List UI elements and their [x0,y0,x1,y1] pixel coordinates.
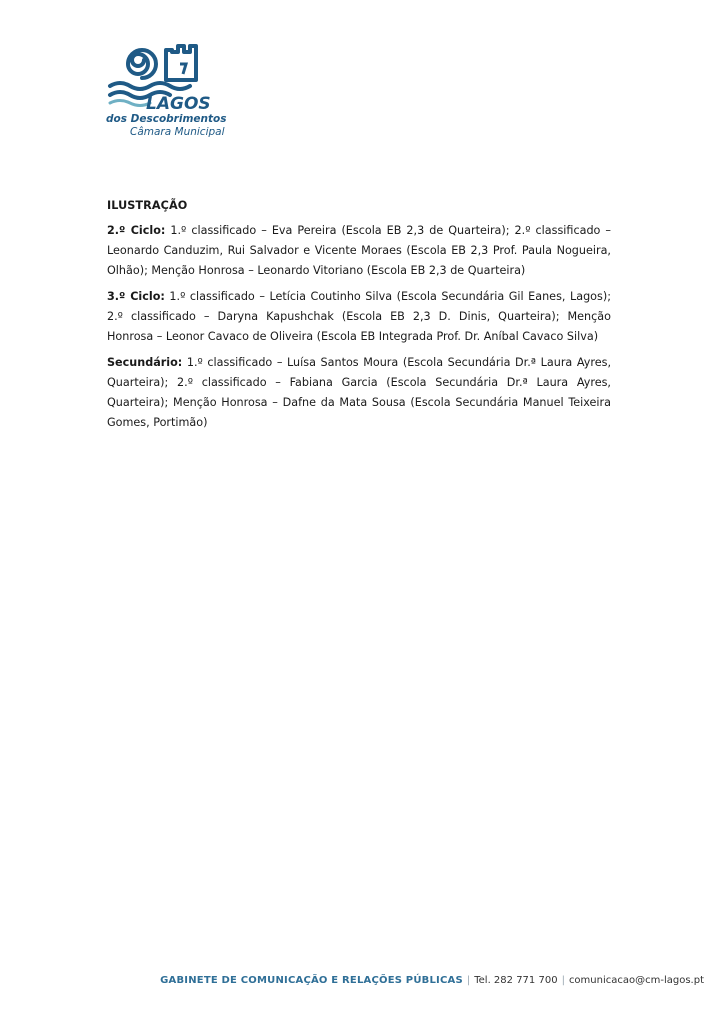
award-entry-3rd-cycle [107,287,611,347]
document-body [107,196,611,439]
award-entry-secondary [107,353,611,433]
footer-email: comunicacao@cm-lagos.pt [568,975,704,986]
entry-label: 3.º Ciclo: [107,290,165,303]
logo-municipality: Câmara Municipal [130,126,225,138]
award-entry-2nd-cycle [107,221,611,281]
footer-separator: | [466,975,471,986]
footer-department: GABINETE DE COMUNICAÇÃO E RELAÇÕES PÚBLICAS [160,975,463,986]
entry-text: 1.º classificado – Letícia Coutinho Silva (Escola Secundária Gil Eanes, Lagos); 2.º classificado – Daryna Kapushchak (Escola EB 2,3 D. Dinis, Quarteira); Menção Honrosa – Leonor Cavaco de Oliveira (Escola EB Integrada Prof. Dr. Aníbal Cavaco Silva) [107,290,611,343]
logo-name: LAGOS [146,94,211,114]
entry-text: 1.º classificado – Luísa Santos Moura (Escola Secundária Dr.ª Laura Ayres, Quarteira); 2.º classificado – Fabiana Garcia (Escola Secundária Dr.ª Laura Ayres, Quarteira); Menção Honrosa – Dafne da Mata Sousa (Escola Secundária Manuel Teixeira Gomes, Portimão) [107,356,611,429]
entry-label: Secundário: [107,356,183,369]
entry-text: 1.º classificado – Eva Pereira (Escola EB 2,3 de Quarteira); 2.º classificado – Leonardo Canduzim, Rui Salvador e Vicente Moraes (Escola EB 2,3 Prof. Paula Nogueira, Olhão); Menção Honrosa – Leonardo Vitoriano (Escola EB 2,3 de Quarteira) [107,224,611,277]
entry-label: 2.º Ciclo: [107,224,166,237]
page-footer [160,975,704,986]
section-heading: ILUSTRAÇÃO [107,199,188,212]
municipality-logo [104,40,227,140]
logo-subtitle: dos Descobrimentos [106,113,227,125]
footer-phone: Tel. 282 771 700 [474,975,558,986]
footer-separator: | [561,975,565,986]
